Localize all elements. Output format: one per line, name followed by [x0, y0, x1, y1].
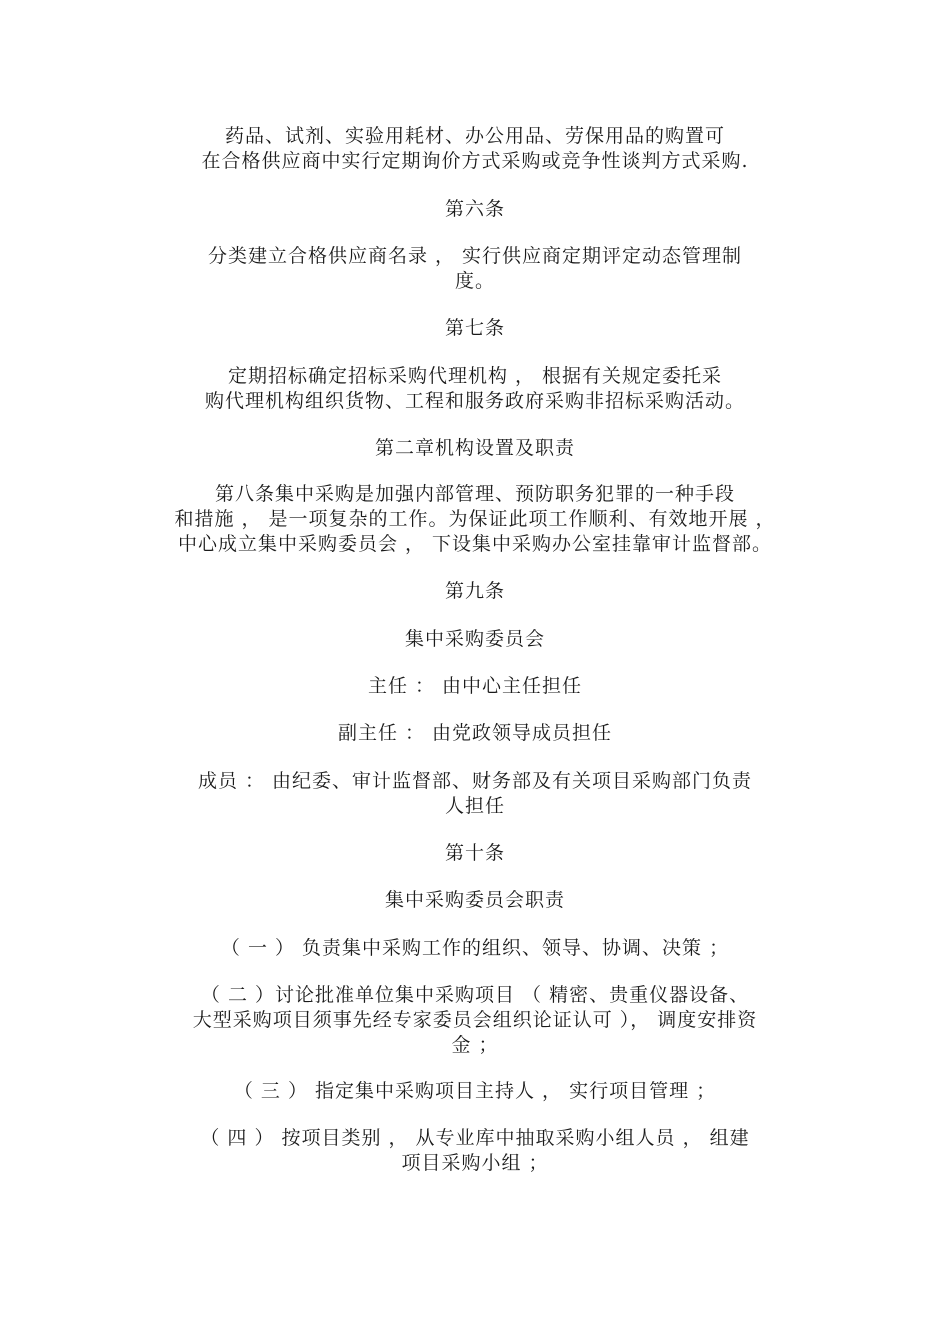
text-line: （ 四 ） 按项目类别 ， 从专业库中抽取采购小组人员 ， 组建	[200, 1127, 750, 1149]
text-line: 大型采购项目须事先经专家委员会组织论证认可 ）， 调度安排资	[192, 1009, 758, 1031]
text-line: 第八条集中采购是加强内部管理、预防职务犯罪的一种手段	[214, 483, 735, 505]
duty-item-1: （ 一 ） 负责集中采购工作的组织、领导、协调、决策 ；	[220, 937, 730, 959]
paragraph-members	[130, 769, 820, 819]
article-6-heading: 第六条	[444, 198, 505, 220]
text-line: 度。	[454, 270, 495, 292]
text-line: 药品、试剂、实验用耗材、办公用品、劳保用品的购置可	[224, 125, 725, 147]
director-line: 主任 ： 由中心主任担任	[367, 675, 583, 697]
committee-heading: 集中采购委员会	[404, 628, 545, 650]
committee-duties-heading: 集中采购委员会职责	[384, 889, 565, 911]
paragraph-supplier-list	[130, 244, 820, 294]
text-line: 项目采购小组 ；	[401, 1152, 549, 1174]
text-line: 成员 ： 由纪委、审计监督部、财务部及有关项目采购部门负责	[197, 770, 753, 792]
duty-item-3: （ 三 ） 指定集中采购项目主持人 ， 实行项目管理 ；	[233, 1080, 717, 1102]
duty-item-4	[130, 1126, 820, 1176]
paragraph-article-8	[130, 482, 820, 557]
article-7-heading: 第七条	[444, 317, 505, 339]
text-line: 和措施 ， 是一项复杂的工作。为保证此项工作顺利、有效地开展 ，	[174, 508, 776, 530]
chapter-2-heading: 第二章机构设置及职责	[374, 437, 575, 459]
duty-item-2	[130, 983, 820, 1058]
article-9-heading: 第九条	[444, 580, 505, 602]
paragraph-agency-tender	[130, 364, 820, 414]
text-line: 购代理机构组织货物、工程和服务政府采购非招标采购活动。	[204, 390, 745, 412]
text-line: 定期招标确定招标采购代理机构 ， 根据有关规定委托采	[227, 365, 723, 387]
text-line: 分类建立合格供应商名录 ， 实行供应商定期评定动态管理制	[207, 245, 743, 267]
text-line: （ 二 ）讨论批准单位集中采购项目 （ 精密、贵重仪器设备、	[200, 984, 750, 1006]
text-line: 在合格供应商中实行定期询价方式采购或竞争性谈判方式采购.	[201, 150, 749, 172]
deputy-director-line: 副主任 ： 由党政领导成员担任	[337, 722, 613, 744]
paragraph-procurement-items	[130, 124, 820, 174]
article-10-heading: 第十条	[444, 842, 505, 864]
text-line: 人担任	[444, 795, 505, 817]
text-line: 金 ；	[451, 1034, 499, 1056]
text-line: 中心成立集中采购委员会 ， 下设集中采购办公室挂靠审计监督部。	[177, 533, 773, 555]
